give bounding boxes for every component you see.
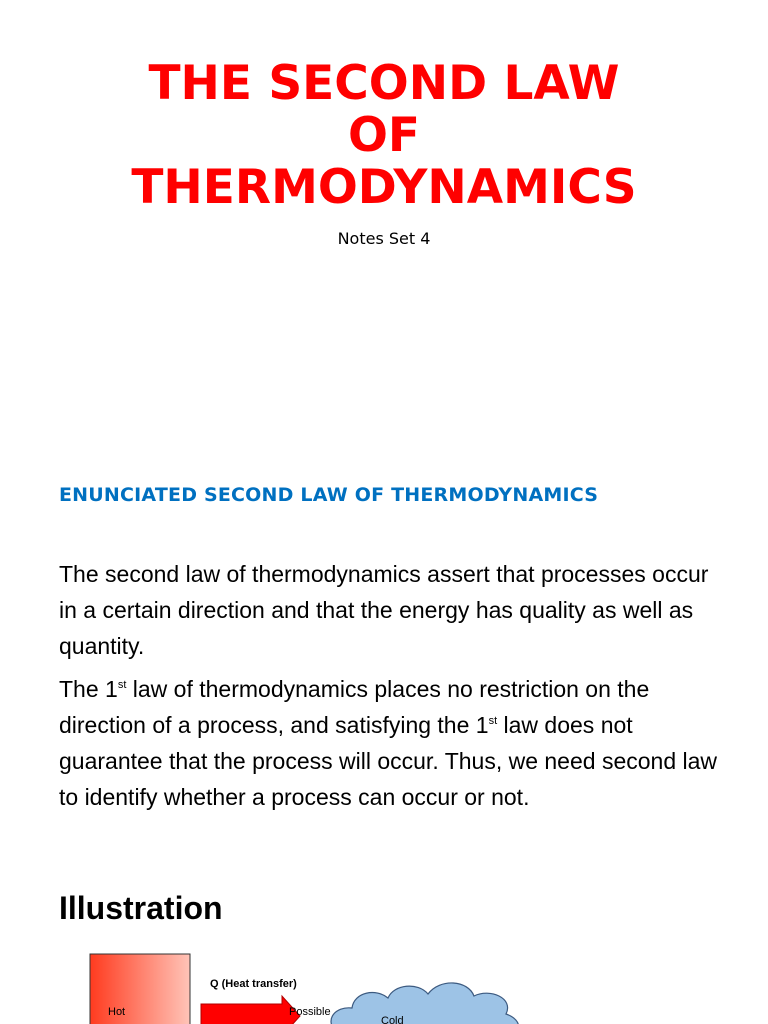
possible-label: Possible bbox=[289, 1006, 331, 1018]
heat-transfer-diagram bbox=[0, 940, 768, 1024]
cold-reservoir-cloud bbox=[331, 983, 519, 1024]
title-line-2: OF bbox=[347, 108, 421, 163]
page-title bbox=[0, 58, 768, 214]
section-heading: ENUNCIATED SECOND LAW OF THERMODYNAMICS bbox=[59, 484, 599, 506]
title-line-1: THE SECOND LAW bbox=[148, 56, 620, 111]
paragraph-first-law-restriction bbox=[59, 671, 729, 815]
cold-label: Cold bbox=[381, 1015, 404, 1024]
illustration-heading: Illustration bbox=[59, 890, 223, 926]
paragraph2-part1: The 1 bbox=[59, 676, 118, 702]
title-line-3: THERMODYNAMICS bbox=[131, 160, 637, 215]
subtitle: Notes Set 4 bbox=[337, 229, 431, 248]
hot-reservoir-box bbox=[90, 954, 190, 1024]
ordinal-superscript-2: st bbox=[488, 715, 498, 727]
paragraph-second-law-direction: The second law of thermodynamics assert that processes occur in a certain direction and that the energy has quality as well as quantity. bbox=[59, 561, 709, 659]
heat-transfer-arrow bbox=[201, 996, 300, 1024]
paragraph2-part2: law of thermodynamics places no restriction on the direction of a process, and satisfying the 1 bbox=[59, 676, 650, 738]
hot-label: Hot bbox=[108, 1006, 126, 1018]
heat-transfer-label: Q (Heat transfer) bbox=[210, 978, 297, 990]
paragraph2-part3: law does not guarantee that the process will occur. Thus, we need second law to identify whether a process can occur or not. bbox=[59, 712, 718, 810]
ordinal-superscript-1: st bbox=[117, 679, 127, 691]
